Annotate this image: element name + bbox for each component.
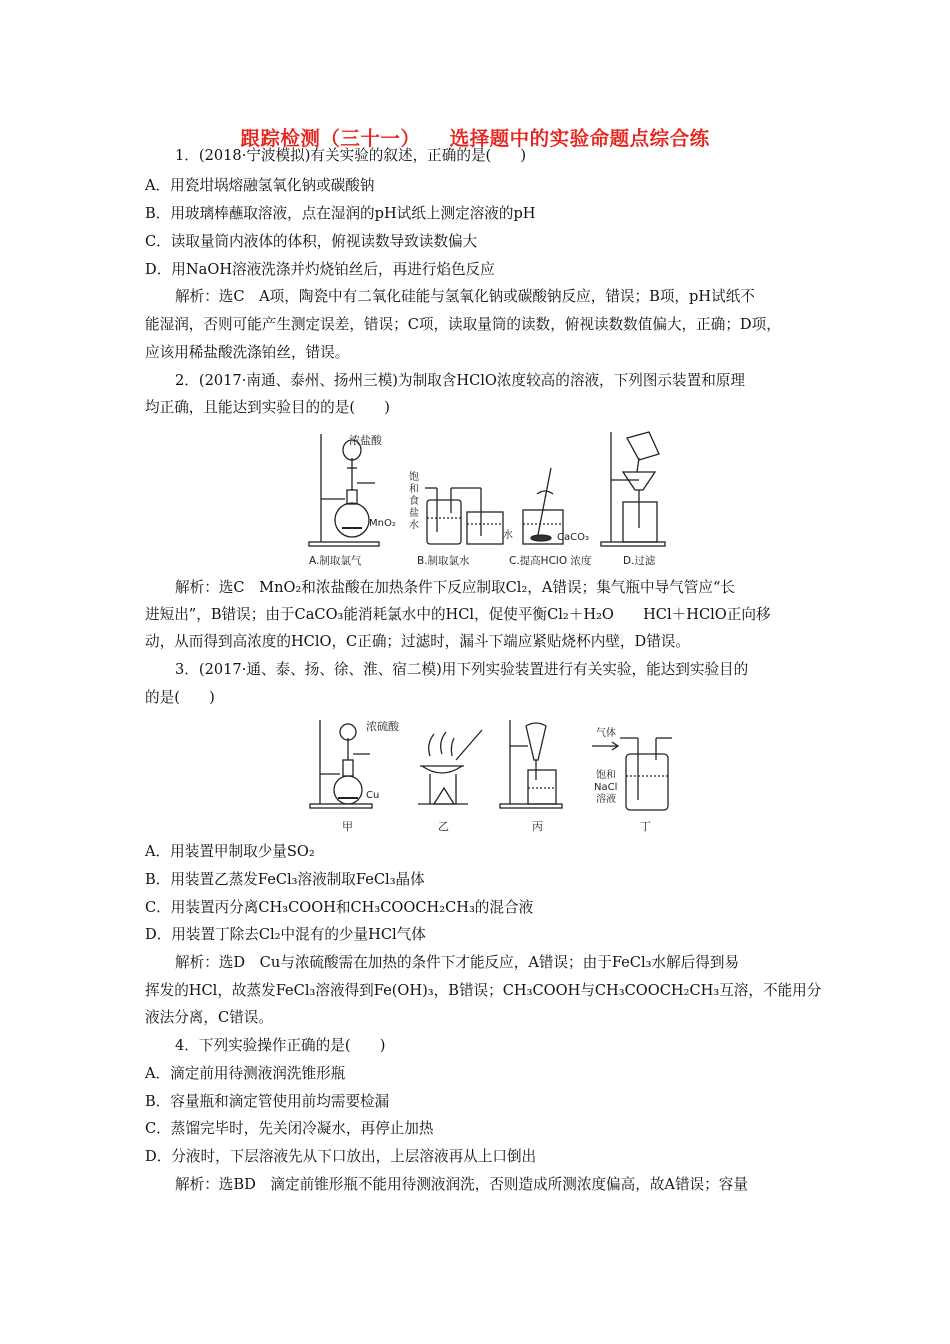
q2-analysis-line: 进短出”，B错误；由于CaCO₃能消耗氯水中的HCl，促使平衡Cl₂＋H₂O HCl＋HClO正向移 [145, 606, 771, 623]
q3-stem: 的是( ) [145, 689, 215, 706]
q2-analysis-line: 动，从而得到高浓度的HClO，C正确；过滤时，漏斗下端应紧贴烧杯内壁，D错误。 [145, 633, 690, 650]
q2-apparatus-figure [305, 428, 675, 572]
q4-analysis-line: 解析：选BD 滴定前锥形瓶不能用待测液润洗，否则造成所测浓度偏高，故A错误；容量 [175, 1176, 748, 1193]
apparatus-jia-drawing [310, 720, 372, 808]
q1-option-b: B．用玻璃棒蘸取溶液，点在湿润的pH试纸上测定溶液的pH [145, 205, 536, 222]
label-gas: 气体 [596, 728, 616, 739]
q1-analysis-line: 能湿润，否则可能产生测定误差，错误；C项，读取量筒的读数，俯视读数数值偏大，正确；D项， [145, 316, 781, 333]
caption-d: D.过滤 [623, 555, 656, 567]
caption-bing: 丙 [532, 820, 543, 833]
q4-option-a: A．滴定前用待测液润洗锥形瓶 [145, 1065, 346, 1082]
q3-option-a: A．用装置甲制取少量SO₂ [145, 843, 315, 860]
label-nacl-line1: 饱和 [596, 770, 616, 781]
q4-option-c: C．蒸馏完毕时，先关闭冷凝水，再停止加热 [145, 1120, 434, 1137]
label-brine: 饱和食盐水 [409, 472, 419, 531]
apparatus-yi-drawing [418, 730, 482, 804]
caption-a: A.制取氯气 [309, 555, 362, 567]
q4-option-b: B．容量瓶和滴定管使用前均需要检漏 [145, 1093, 390, 1110]
caption-jia: 甲 [342, 820, 353, 833]
q1-analysis-line: 应该用稀盐酸洗涤铂丝，错误。 [145, 344, 350, 361]
caption-ding: 丁 [640, 820, 651, 833]
caption-yi: 乙 [438, 820, 449, 833]
q2-analysis-line: 解析：选C MnO₂和浓盐酸在加热条件下反应制取Cl₂，A错误；集气瓶中导气管应“长 [175, 579, 736, 596]
q1-stem: 1．(2018·宁波模拟)有关实验的叙述，正确的是( ) [175, 147, 527, 164]
q4-option-d: D．分液时，下层溶液先从下口放出，上层溶液再从上口倒出 [145, 1148, 537, 1165]
label-mno2: MnO₂ [369, 518, 396, 529]
q3-option-d: D．用装置丁除去Cl₂中混有的少量HCl气体 [145, 926, 426, 943]
apparatus-d-drawing [601, 432, 665, 546]
label-conc-h2so4: 浓硫酸 [366, 720, 399, 733]
label-nacl-line2: NaCl [594, 782, 618, 793]
q3-apparatus-figure [306, 716, 678, 840]
page-title: 跟踪检测（三十一） 选择题中的实验命题点综合练 [240, 127, 710, 150]
q3-stem: 3．(2017·通、泰、扬、徐、淮、宿二模)用下列实验装置进行有关实验，能达到实验目的 [175, 661, 749, 678]
q3-analysis-line: 液法分离，C错误。 [145, 1009, 273, 1026]
caption-b: B.制取氯水 [417, 555, 470, 567]
q1-analysis-line: 解析：选C A项，陶瓷中有二氧化硅能与氢氧化钠或碳酸钠反应，错误；B项，pH试纸不 [175, 288, 755, 305]
label-nacl-line3: 溶液 [596, 794, 616, 805]
apparatus-b-drawing [425, 488, 503, 544]
q3-option-b: B．用装置乙蒸发FeCl₃溶液制取FeCl₃晶体 [145, 871, 425, 888]
caption-c: C.提高HClO 浓度 [509, 555, 592, 567]
q3-option-c: C．用装置丙分离CH₃COOH和CH₃COOCH₂CH₃的混合液 [145, 899, 534, 916]
q1-option-d: D．用NaOH溶液洗涤并灼烧铂丝后，再进行焰色反应 [145, 261, 495, 278]
label-caco3: CaCO₃ [557, 532, 589, 543]
q2-stem: 2．(2017·南通、泰州、扬州三模)为制取含HClO浓度较高的溶液，下列图示装置和原理 [175, 372, 745, 389]
apparatus-bing-drawing [500, 720, 562, 808]
label-conc-hcl: 浓盐酸 [349, 434, 382, 447]
q1-option-c: C．读取量筒内液体的体积，俯视读数导致读数偏大 [145, 233, 478, 250]
q4-stem: 4．下列实验操作正确的是( ) [175, 1037, 386, 1054]
q1-option-a: A．用瓷坩埚熔融氢氧化钠或碳酸钠 [145, 177, 375, 194]
label-cu: Cu [366, 790, 380, 801]
apparatus-a-drawing [309, 434, 379, 546]
q3-analysis-line: 挥发的HCl，故蒸发FeCl₃溶液得到Fe(OH)₃，B错误；CH₃COOH与CH₃COOCH₂CH₃互溶，不能用分 [145, 982, 822, 999]
q2-stem: 均正确，且能达到实验目的的是( ) [145, 399, 390, 416]
label-water: 水 [503, 530, 513, 541]
q3-analysis-line: 解析：选D Cu与浓硫酸需在加热的条件下才能反应，A错误；由于FeCl₃水解后得到易 [175, 954, 740, 971]
